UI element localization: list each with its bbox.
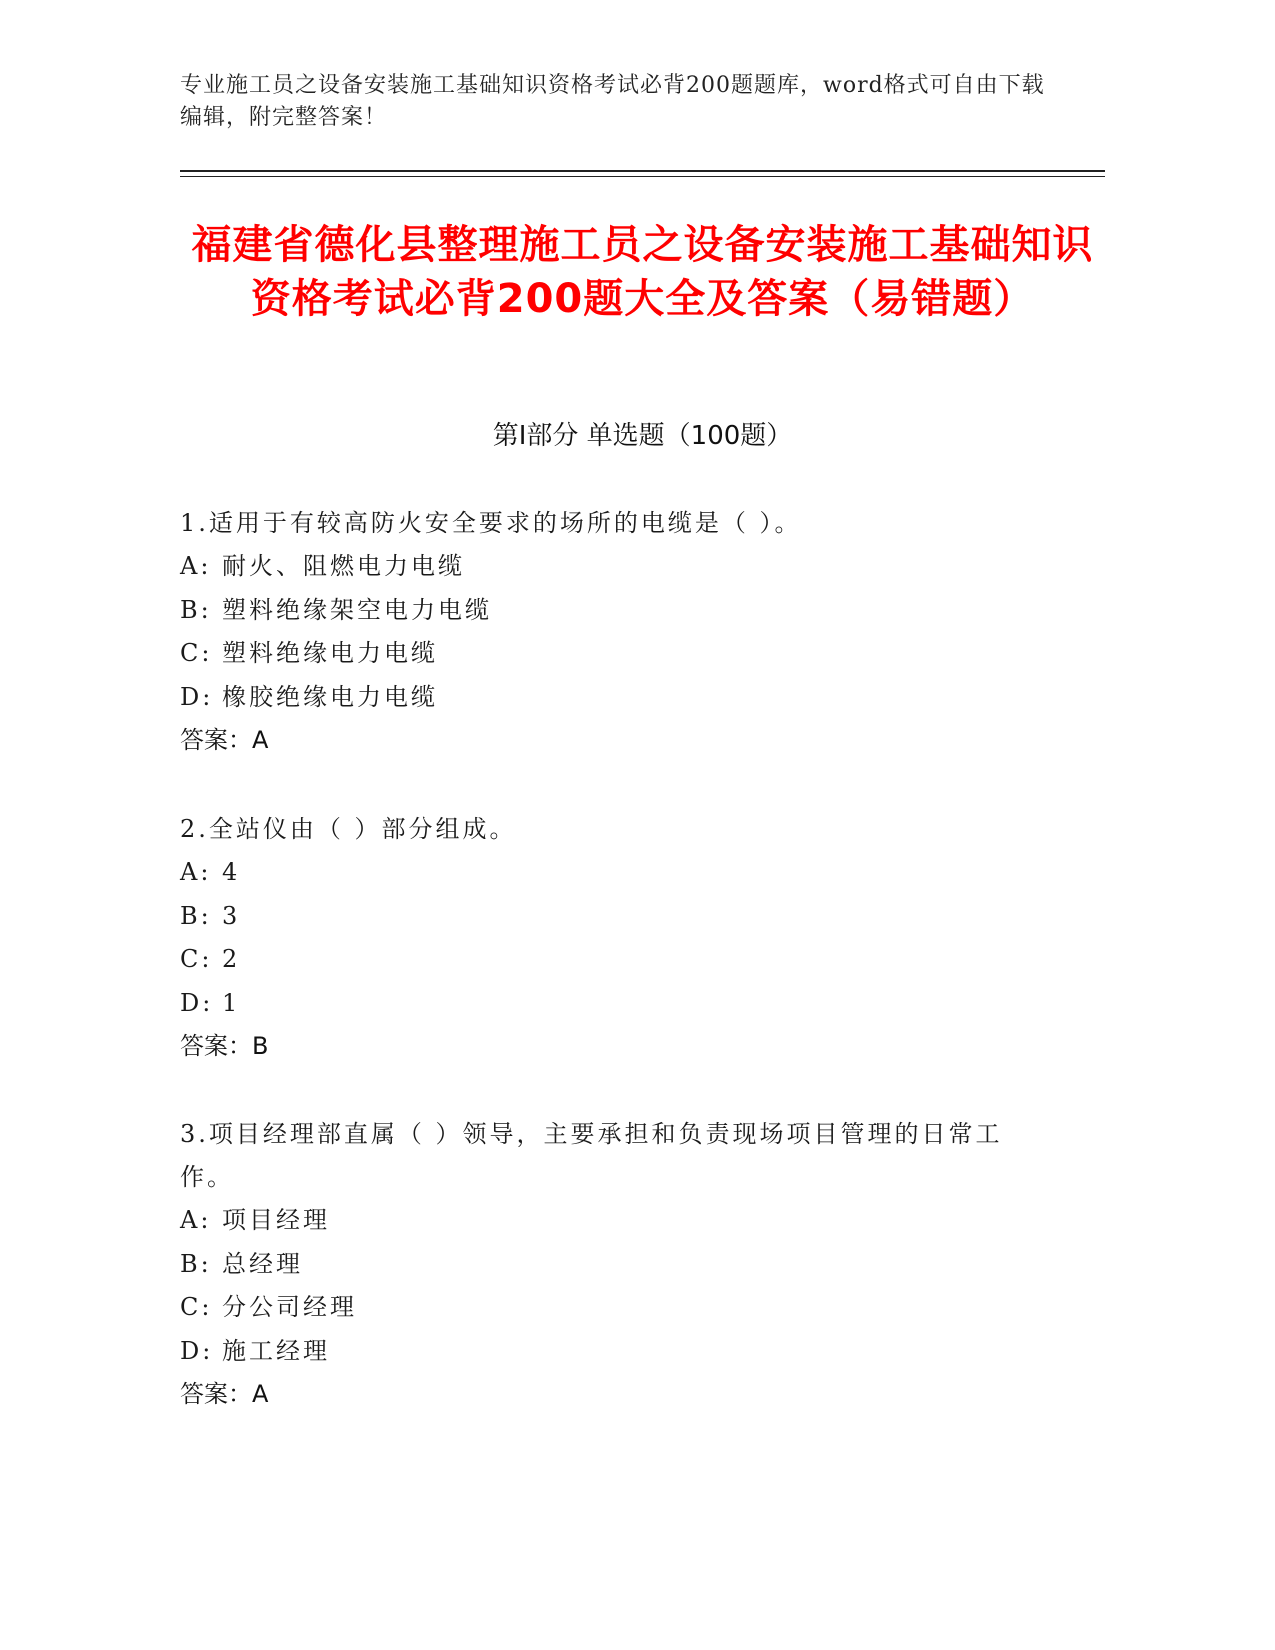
option-a bbox=[180, 545, 1050, 589]
option-letter: D: bbox=[180, 988, 214, 1017]
option-text: 耐火、阻燃电力电缆 bbox=[222, 552, 465, 580]
answer-line: 答案：B bbox=[180, 1032, 269, 1060]
option-letter: C: bbox=[180, 639, 213, 667]
option-a bbox=[180, 1199, 1050, 1243]
document-title: 福建省德化县整理施工员之设备安装施工基础知识资格考试必背200题大全及答案（易错题） bbox=[191, 222, 1094, 322]
option-text: 塑料绝缘电力电缆 bbox=[222, 639, 438, 667]
answer-line: 答案：A bbox=[180, 1380, 269, 1408]
option-a bbox=[180, 851, 1050, 895]
option-d bbox=[180, 982, 1050, 1026]
option-text: 塑料绝缘架空电力电缆 bbox=[222, 595, 492, 624]
question-2 bbox=[180, 808, 1050, 1068]
section-title: 第Ⅰ部分 单选题（100题） bbox=[492, 421, 793, 451]
option-text: 橡胶绝缘电力电缆 bbox=[222, 682, 438, 711]
option-d bbox=[180, 1330, 1050, 1374]
option-text: 分公司经理 bbox=[222, 1293, 357, 1321]
option-text: 2 bbox=[222, 945, 241, 973]
option-letter: A: bbox=[180, 552, 212, 580]
question-1 bbox=[180, 502, 1050, 762]
option-b bbox=[180, 895, 1050, 939]
option-letter: A: bbox=[180, 1206, 212, 1234]
option-letter: B: bbox=[180, 1249, 212, 1278]
header-divider-thin bbox=[180, 176, 1105, 177]
option-b bbox=[180, 589, 1050, 633]
option-text: 施工经理 bbox=[222, 1336, 330, 1365]
option-letter: B: bbox=[180, 901, 212, 930]
option-text: 4 bbox=[222, 858, 241, 886]
option-letter: D: bbox=[180, 682, 214, 711]
option-letter: D: bbox=[180, 1336, 214, 1365]
option-letter: C: bbox=[180, 1293, 213, 1321]
option-b bbox=[180, 1243, 1050, 1287]
option-letter: A: bbox=[180, 858, 212, 886]
option-letter: B: bbox=[180, 595, 212, 624]
question-3 bbox=[180, 1113, 1050, 1416]
header-divider-thick bbox=[180, 170, 1105, 172]
option-text: 1 bbox=[222, 988, 241, 1017]
option-text: 总经理 bbox=[222, 1249, 303, 1278]
option-c bbox=[180, 632, 1050, 676]
option-letter: C: bbox=[180, 945, 213, 973]
option-c bbox=[180, 1286, 1050, 1330]
question-stem: 1.适用于有较高防火安全要求的场所的电缆是（ ）。 bbox=[180, 509, 802, 537]
option-text: 3 bbox=[222, 901, 241, 930]
option-d bbox=[180, 676, 1050, 720]
header-note: 专业施工员之设备安装施工基础知识资格考试必背200题题库，word格式可自由下载编辑，附完整答案！ bbox=[180, 73, 1045, 130]
question-stem: 2.全站仪由（ ）部分组成。 bbox=[180, 815, 517, 843]
option-c bbox=[180, 938, 1050, 982]
answer-line: 答案：A bbox=[180, 726, 269, 754]
question-stem: 3.项目经理部直属（ ）领导，主要承担和负责现场项目管理的日常工作。 bbox=[180, 1120, 1003, 1191]
option-text: 项目经理 bbox=[222, 1206, 330, 1234]
